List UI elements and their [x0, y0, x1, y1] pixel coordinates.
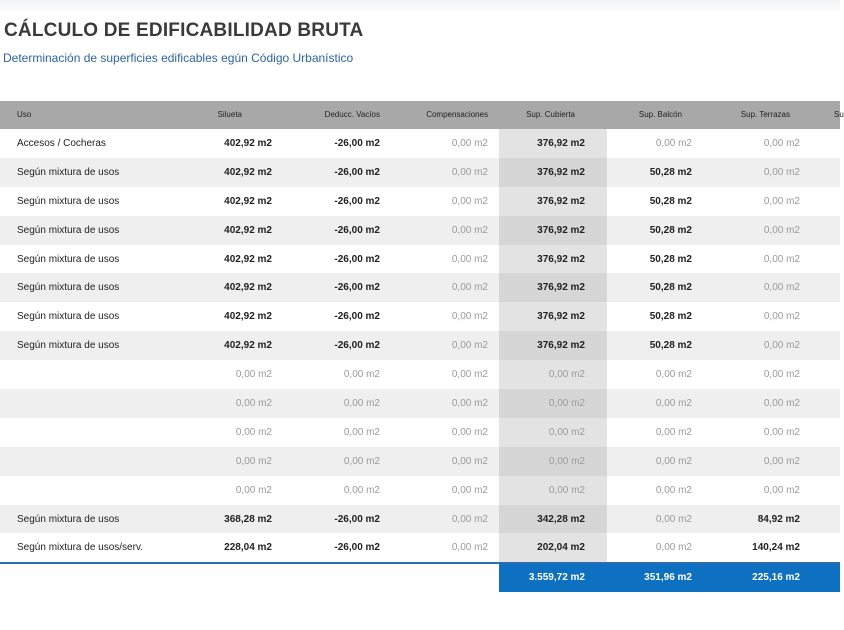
cell-balcon: 0,00 m2 — [655, 398, 692, 410]
col-header-balcon: Sup. Balcón — [638, 110, 682, 119]
cell-terrazas: 0,00 m2 — [763, 224, 800, 236]
cell-silueta: 402,92 m2 — [224, 311, 272, 323]
cell-deducc: 0,00 m2 — [343, 484, 380, 496]
cell-silueta: 402,92 m2 — [224, 138, 272, 149]
cell-comp: 0,00 m2 — [451, 195, 488, 207]
cell-terrazas: 140,24 m2 — [752, 542, 800, 554]
cell-uso: Según mixtura de usos — [17, 253, 120, 265]
cell-silueta: 0,00 m2 — [235, 369, 272, 381]
cell-terrazas: 0,00 m2 — [763, 311, 800, 323]
cell-terrazas: 0,00 m2 — [763, 340, 800, 352]
cell-comp: 0,00 m2 — [451, 398, 488, 410]
cell-silueta: 0,00 m2 — [235, 455, 272, 467]
cell-silueta: 402,92 m2 — [224, 282, 272, 294]
cell-deducc: -26,00 m2 — [334, 253, 380, 265]
cell-deducc: -26,00 m2 — [334, 166, 380, 178]
cell-terrazas: 0,00 m2 — [763, 282, 800, 294]
cell-cubierta: 342,28 m2 — [537, 513, 585, 525]
cell-silueta: 402,92 m2 — [224, 224, 272, 236]
col-header-uso: Uso — [17, 110, 32, 119]
table-body — [0, 129, 840, 562]
cell-comp: 0,00 m2 — [451, 369, 488, 381]
table-row — [0, 389, 840, 418]
table-row — [0, 302, 840, 331]
edificabilidad-table — [0, 101, 844, 592]
cell-comp: 0,00 m2 — [451, 282, 488, 294]
table-row — [0, 129, 840, 158]
cell-cubierta: 376,92 m2 — [537, 166, 585, 178]
cell-cubierta: 376,92 m2 — [537, 138, 585, 149]
cell-cubierta: 376,92 m2 — [537, 282, 585, 294]
table-row — [0, 476, 840, 505]
table-row — [0, 158, 840, 187]
cell-silueta: 402,92 m2 — [224, 253, 272, 265]
cell-balcon: 0,00 m2 — [655, 542, 692, 554]
table-row — [0, 360, 840, 389]
col-header-partial: Su — [834, 110, 844, 119]
cell-uso: Según mixtura de usos/serv. — [17, 542, 143, 554]
cell-silueta: 402,92 m2 — [224, 166, 272, 178]
cell-deducc: -26,00 m2 — [334, 542, 380, 554]
cell-cubierta: 0,00 m2 — [548, 484, 585, 496]
cell-terrazas: 84,92 m2 — [757, 513, 800, 525]
cell-balcon: 50,28 m2 — [649, 253, 692, 265]
cell-balcon: 50,28 m2 — [649, 195, 692, 207]
cell-comp: 0,00 m2 — [451, 166, 488, 178]
cell-silueta: 402,92 m2 — [224, 195, 272, 207]
total-cubierta: 3.559,72 m2 — [528, 572, 585, 584]
cell-terrazas: 0,00 m2 — [763, 195, 800, 207]
cell-terrazas: 0,00 m2 — [763, 398, 800, 410]
cell-deducc: -26,00 m2 — [334, 224, 380, 236]
total-terrazas: 225,16 m2 — [752, 572, 800, 584]
cell-deducc: 0,00 m2 — [343, 455, 380, 467]
cell-silueta: 402,92 m2 — [224, 340, 272, 352]
cell-comp: 0,00 m2 — [451, 138, 488, 149]
cell-deducc: -26,00 m2 — [334, 195, 380, 207]
cell-terrazas: 0,00 m2 — [763, 455, 800, 467]
cell-balcon: 0,00 m2 — [655, 455, 692, 467]
table-row — [0, 447, 840, 476]
cell-uso: Según mixtura de usos — [17, 195, 120, 207]
col-header-cubierta: Sup. Cubierta — [526, 110, 575, 119]
cell-terrazas: 0,00 m2 — [763, 426, 800, 438]
cell-comp: 0,00 m2 — [451, 484, 488, 496]
table-header — [0, 101, 844, 129]
cell-comp: 0,00 m2 — [451, 340, 488, 352]
cell-balcon: 0,00 m2 — [655, 426, 692, 438]
page-subtitle: Determinación de superficies edificables egún Código Urbanístico — [3, 51, 354, 65]
cell-silueta: 0,00 m2 — [235, 484, 272, 496]
table-row — [0, 533, 840, 562]
top-bar — [0, 0, 840, 14]
cell-comp: 0,00 m2 — [451, 513, 488, 525]
cell-balcon: 50,28 m2 — [649, 224, 692, 236]
cell-uso: Según mixtura de usos — [17, 340, 120, 352]
cell-deducc: -26,00 m2 — [334, 282, 380, 294]
cell-uso: Según mixtura de usos — [17, 311, 120, 323]
cell-cubierta: 202,04 m2 — [537, 542, 585, 554]
cell-balcon: 50,28 m2 — [649, 311, 692, 323]
cell-silueta: 368,28 m2 — [224, 513, 272, 525]
cell-balcon: 50,28 m2 — [649, 282, 692, 294]
cell-deducc: -26,00 m2 — [334, 311, 380, 323]
cell-cubierta: 376,92 m2 — [537, 253, 585, 265]
cell-cubierta: 376,92 m2 — [537, 195, 585, 207]
table-row — [0, 273, 840, 302]
totals-row — [0, 564, 840, 592]
col-header-compensaciones: Compensaciones — [426, 110, 488, 119]
cell-uso: Según mixtura de usos — [17, 224, 120, 236]
cell-uso: Accesos / Cocheras — [17, 138, 106, 149]
cell-terrazas: 0,00 m2 — [763, 138, 800, 149]
cell-comp: 0,00 m2 — [451, 311, 488, 323]
cell-terrazas: 0,00 m2 — [763, 166, 800, 178]
col-header-silueta: Silueta — [217, 110, 242, 119]
cell-balcon: 0,00 m2 — [655, 484, 692, 496]
cell-balcon: 0,00 m2 — [655, 513, 692, 525]
cell-cubierta: 0,00 m2 — [548, 398, 585, 410]
table-row — [0, 245, 840, 274]
col-header-terrazas: Sup. Terrazas — [740, 110, 790, 119]
cell-deducc: -26,00 m2 — [334, 340, 380, 352]
total-balcon: 351,96 m2 — [644, 572, 692, 584]
cell-silueta: 0,00 m2 — [235, 426, 272, 438]
cell-comp: 0,00 m2 — [451, 426, 488, 438]
table-row — [0, 216, 840, 245]
cell-uso: Según mixtura de usos — [17, 513, 120, 525]
cell-uso: Según mixtura de usos — [17, 282, 120, 294]
cell-silueta: 0,00 m2 — [235, 398, 272, 410]
cell-silueta: 228,04 m2 — [224, 542, 272, 554]
cell-balcon: 50,28 m2 — [649, 166, 692, 178]
cell-comp: 0,00 m2 — [451, 253, 488, 265]
page-title: CÁLCULO DE EDIFICABILIDAD BRUTA — [4, 20, 364, 41]
cell-cubierta: 0,00 m2 — [548, 369, 585, 381]
table-row — [0, 418, 840, 447]
cell-deducc: 0,00 m2 — [343, 426, 380, 438]
cell-comp: 0,00 m2 — [451, 542, 488, 554]
cell-terrazas: 0,00 m2 — [763, 369, 800, 381]
cell-balcon: 50,28 m2 — [649, 340, 692, 352]
cell-cubierta: 0,00 m2 — [548, 455, 585, 467]
table-row — [0, 331, 840, 360]
cell-cubierta: 376,92 m2 — [537, 224, 585, 236]
cell-deducc: -26,00 m2 — [334, 513, 380, 525]
cell-terrazas: 0,00 m2 — [763, 484, 800, 496]
cell-balcon: 0,00 m2 — [655, 369, 692, 381]
cell-deducc: 0,00 m2 — [343, 369, 380, 381]
cell-cubierta: 376,92 m2 — [537, 340, 585, 352]
cell-deducc: -26,00 m2 — [334, 138, 380, 149]
col-header-deducc: Deducc. Vacíos — [324, 110, 380, 119]
cell-cubierta: 376,92 m2 — [537, 311, 585, 323]
cell-comp: 0,00 m2 — [451, 224, 488, 236]
cell-cubierta: 0,00 m2 — [548, 426, 585, 438]
cell-uso: Según mixtura de usos — [17, 166, 120, 178]
cell-terrazas: 0,00 m2 — [763, 253, 800, 265]
table-row — [0, 187, 840, 216]
table-row — [0, 505, 840, 534]
cell-deducc: 0,00 m2 — [343, 398, 380, 410]
cell-balcon: 0,00 m2 — [655, 138, 692, 149]
cell-comp: 0,00 m2 — [451, 455, 488, 467]
